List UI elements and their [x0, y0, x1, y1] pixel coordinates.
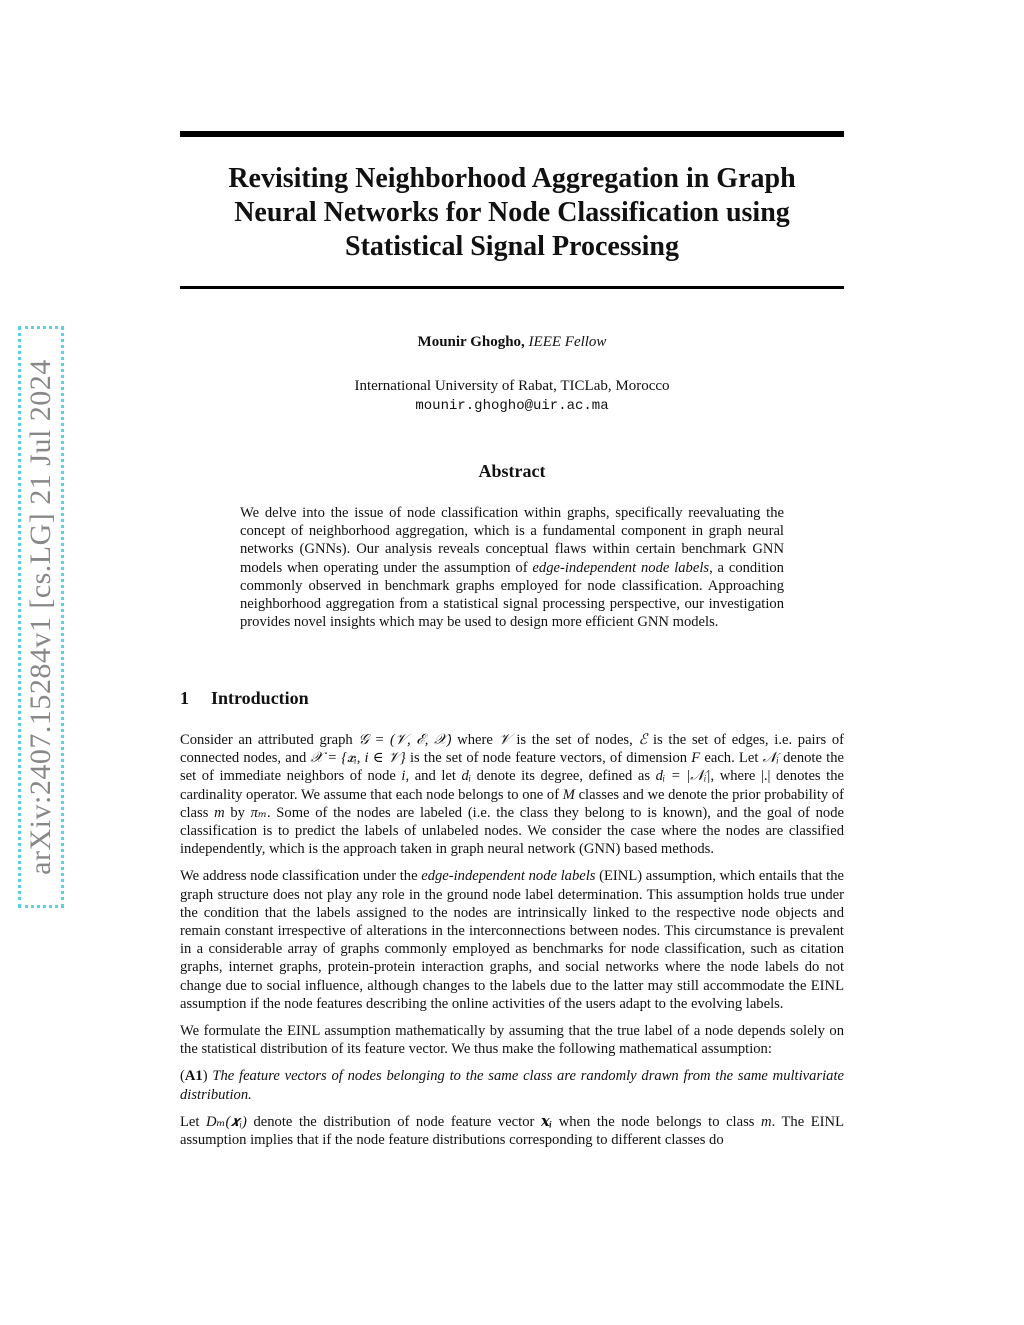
section-title: Introduction — [211, 688, 309, 708]
author-line — [180, 334, 844, 351]
title-line: Neural Networks for Node Classification using — [234, 197, 790, 228]
arxiv-stamp-text: arXiv:2407.15284v1 [cs.LG] 21 Jul 2024 — [24, 359, 57, 875]
section-heading — [180, 688, 309, 709]
assumption-a1: (A1) The feature vectors of nodes belonging to the same class are randomly drawn from the same multivariate distribution. — [180, 1068, 845, 1103]
author-role: IEEE Fellow — [528, 334, 607, 350]
section-number: 1 — [180, 688, 189, 708]
paragraph: We formulate the EINL assumption mathematically by assuming that the true label of a node depends solely on the statistical distribution of its feature vector. We thus make the following mathematical assumption: — [180, 1023, 844, 1058]
introduction-body — [180, 731, 844, 1158]
affiliation-block — [180, 376, 844, 416]
paragraph: Consider an attributed graph 𝒢 = (𝒱, ℰ, 𝒳) where 𝒱 is the set of nodes, ℰ is the set of edges, i.e. pairs of connected nodes, and 𝒳 = {𝒙ᵢ, i ∈ 𝒱} is the set of node feature vectors, of dimension F each. Let 𝒩ᵢ denote the set of immediate neighbors of node i, and let dᵢ denote its degree, defined as dᵢ = |𝒩ᵢ|, where |.| denotes the cardinality operator. We assume that each node belongs to one of M classes and we denote the prior probability of class m by πₘ. Some of the nodes are labeled (i.e. the class they belong to is known), and the goal of node classification is to predict the labels of unlabeled nodes. We consider the case where the nodes are classified independently, which is the approach taken in graph neural network (GNN) based methods. — [180, 732, 845, 858]
author-email[interactable]: mounir.ghogho@uir.ac.ma — [415, 398, 609, 414]
abstract-heading: Abstract — [478, 461, 546, 481]
title-line: Revisiting Neighborhood Aggregation in Graph — [228, 163, 796, 194]
abstract-text: We delve into the issue of node classification within graphs, specifically reevaluating the concept of neighborhood aggregation, which is a fundamental component in graph neural networks (GNNs). Our analysis reveals conceptual flaws within certain benchmark GNN models when operating under the assumption of edge-independent node labels, a condition commonly observed in benchmark graphs employed for node classification. Approaching neighborhood aggregation from a statistical signal processing perspective, our investigation provides novel insights which may be used to design more efficient GNN models. — [240, 505, 784, 631]
assumption-text: The feature vectors of nodes belonging to the same class are randomly drawn from the same multivariate distribution. — [180, 1068, 845, 1103]
affiliation: International University of Rabat, TICLab, Morocco — [354, 378, 670, 394]
paragraph: Let Dₘ(𝒙ᵢ) denote the distribution of node feature vector 𝒙ᵢ when the node belongs to class m. The EINL assumption implies that if the node feature distributions corresponding to different classes do — [180, 1113, 844, 1149]
title-rule-top — [180, 131, 844, 137]
arxiv-stamp — [18, 326, 64, 908]
author-name: Mounir Ghogho, — [417, 334, 525, 350]
title-line: Statistical Signal Processing — [345, 231, 679, 262]
paragraph: We address node classification under the edge-independent node labels (EINL) assumption, which entails that the graph structure does not play any role in the ground node label determination. This assumption holds true under the condition that the labels assigned to the nodes are intrinsically linked to the respective node objects and remain constant irrespective of alterations in the interconnections between nodes. This circumstance is prevalent in a considerable array of graphs commonly employed as benchmarks for node classification, such as citation graphs, internet graphs, protein-protein interaction graphs, and social networks where the node labels do not change due to social influence, although changes to the labels due to the latter may still accommodate the EINL assumption if the node features describing the online activities of the users adapt to the evolving labels. — [180, 868, 844, 1012]
title-rule-bottom — [180, 286, 844, 289]
assumption-label: A1 — [184, 1068, 203, 1085]
paper-title — [180, 162, 844, 264]
